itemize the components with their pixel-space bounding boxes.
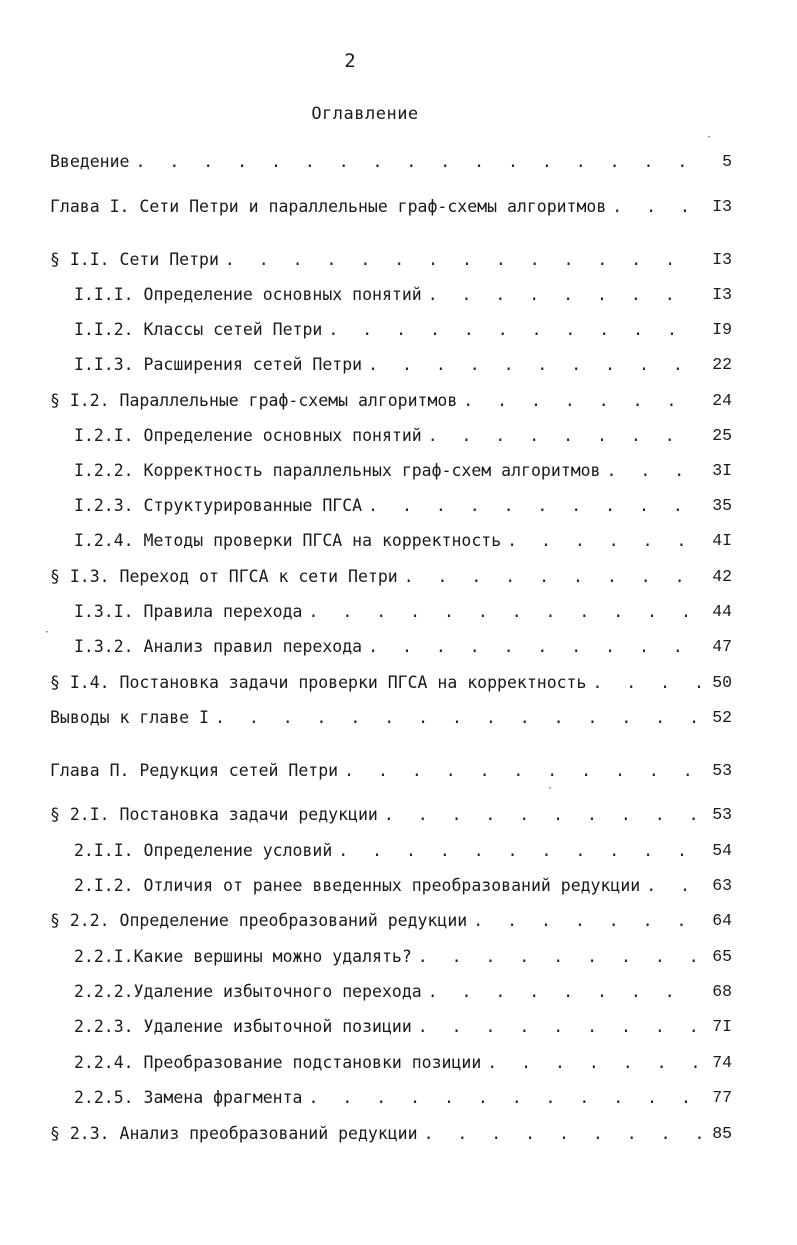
toc-leader-dots: [338, 840, 702, 862]
toc-entry-label: 2.2.4. Преобразование подстановки позиции: [74, 1053, 482, 1072]
toc-leader-dots: [607, 460, 703, 482]
toc-entry: [50, 668, 732, 694]
toc-entry-label: § 2.3. Анализ преобразований редукции: [50, 1124, 418, 1143]
toc-entry-page: I3: [712, 250, 732, 269]
toc-entry-page: 65: [712, 947, 732, 966]
toc-leader-dots: [308, 1087, 702, 1109]
toc-entry-page: 74: [712, 1053, 732, 1072]
toc-entry: [74, 1012, 732, 1038]
toc-leader-dots: [308, 601, 702, 623]
toc-entry: [74, 1048, 732, 1074]
toc-entry-page: 50: [712, 673, 732, 692]
toc-leader-dots: [424, 1123, 702, 1145]
toc-entry-label: I.I.I. Определение основных понятий: [74, 285, 422, 304]
toc-entry-label: § I.I. Сети Петри: [50, 250, 219, 269]
toc-leader-dots: [428, 284, 702, 306]
toc-leader-dots: [507, 530, 702, 552]
toc-leader-dots: [368, 636, 702, 658]
toc-entry-page: 7I: [712, 1017, 732, 1036]
toc-entry-label: I.2.I. Определение основных понятий: [74, 426, 422, 445]
toc-entry-page: 68: [712, 982, 732, 1001]
scan-speck: ·: [547, 783, 554, 794]
toc-entry-label: I.2.3. Структурированные ПГСА: [74, 496, 363, 515]
toc-entry: [50, 147, 732, 173]
toc-entry-page: 54: [712, 841, 732, 860]
toc-entry-page: 85: [712, 1124, 732, 1143]
scan-speck: ·: [706, 132, 713, 143]
toc-entry-label: § 2.I. Постановка задачи редукции: [50, 805, 378, 824]
toc-leader-dots: [646, 875, 702, 897]
toc-entry-label: I.3.I. Правила перехода: [74, 602, 303, 621]
toc-entry-label: 2.2.2.Удаление избыточного перехода: [74, 982, 422, 1001]
toc-entry-page: I9: [712, 320, 732, 339]
toc-entry: [50, 1119, 732, 1145]
toc-entry: [50, 703, 732, 729]
toc-entry: [74, 977, 732, 1003]
toc-leader-dots: [225, 249, 702, 271]
toc-entry: [50, 386, 732, 412]
toc-entry: [50, 562, 732, 588]
toc-entry: [74, 597, 732, 623]
toc-entry: [74, 280, 732, 306]
toc-leader-dots: [344, 760, 702, 782]
toc-leader-dots: [135, 151, 702, 173]
toc-entry-page: 53: [712, 805, 732, 824]
toc-entry: [50, 756, 732, 782]
toc-entry-page: 5: [722, 152, 732, 171]
toc-leader-dots: [487, 1052, 702, 1074]
toc-leader-dots: [473, 910, 702, 932]
toc-entry: [74, 942, 732, 968]
toc-leader-dots: [418, 946, 702, 968]
toc-entry-page: I3: [712, 285, 732, 304]
toc-entry: [74, 350, 732, 376]
toc-leader-dots: [368, 354, 702, 376]
toc-entry-label: § 2.2. Определение преобразований редукции: [50, 911, 468, 930]
toc-entry-label: I.I.2. Классы сетей Петри: [74, 320, 323, 339]
toc-entry-page: 22: [712, 355, 732, 374]
toc-entry-page: 24: [712, 391, 732, 410]
page-number: 2: [344, 50, 356, 72]
toc-entry-label: Выводы к главе I: [50, 708, 209, 727]
toc-leader-dots: [384, 804, 702, 826]
toc-entry-label: I.2.4. Методы проверки ПГСА на корректность: [74, 531, 502, 550]
toc-leader-dots: [428, 981, 702, 1003]
toc-entry-label: Глава П. Редукция сетей Петри: [50, 761, 339, 780]
toc-entry-label: 2.2.I.Какие вершины можно удалять?: [74, 947, 412, 966]
toc-entry-page: 77: [712, 1088, 732, 1107]
toc-leader-dots: [368, 495, 702, 517]
toc-entry-page: 47: [712, 637, 732, 656]
toc-entry-page: 64: [712, 911, 732, 930]
toc-leader-dots: [592, 672, 702, 694]
toc-entry-label: 2.I.2. Отличия от ранее введенных преобразований редукции: [74, 876, 641, 895]
toc-entry: [74, 871, 732, 897]
toc-entry-label: 2.2.3. Удаление избыточной позиции: [74, 1017, 412, 1036]
toc-leader-dots: [215, 707, 702, 729]
toc-leader-dots: [404, 566, 702, 588]
toc-entry-page: 35: [712, 496, 732, 515]
toc-title: Оглавление: [311, 104, 419, 124]
toc-entry-label: 2.I.I. Определение условий: [74, 841, 333, 860]
toc-leader-dots: [428, 425, 702, 447]
toc-entry: [74, 632, 732, 658]
toc-entry-label: I.3.2. Анализ правил перехода: [74, 637, 363, 656]
toc-entry: [50, 906, 732, 932]
toc-entry: [74, 421, 732, 447]
toc-leader-dots: [328, 319, 702, 341]
toc-entry: [74, 456, 732, 482]
toc-entry-label: Глава I. Сети Петри и параллельные граф-схемы алгоритмов: [50, 197, 607, 216]
toc-entry-page: 53: [712, 761, 732, 780]
toc-entry: [74, 836, 732, 862]
toc-entry-label: I.I.3. Расширения сетей Петри: [74, 355, 363, 374]
toc-entry-page: 44: [712, 602, 732, 621]
toc-leader-dots: [418, 1016, 702, 1038]
toc-entry-label: § I.4. Постановка задачи проверки ПГСА на корректность: [50, 673, 587, 692]
toc-entry-label: § I.2. Параллельные граф-схемы алгоритмов: [50, 391, 458, 410]
toc-entry-page: 3I: [712, 461, 732, 480]
toc-entry: [74, 1083, 732, 1109]
toc-entry-page: 25: [712, 426, 732, 445]
toc-entry: [74, 526, 732, 552]
scan-speck: ·: [44, 627, 51, 638]
toc-entry-page: 4I: [712, 531, 732, 550]
toc-entry: [50, 800, 732, 826]
toc-entry-label: 2.2.5. Замена фрагмента: [74, 1088, 303, 1107]
toc-entry-page: 63: [712, 876, 732, 895]
toc-entry: [74, 491, 732, 517]
toc-entry-page: I3: [712, 197, 732, 216]
toc-leader-dots: [612, 196, 702, 218]
toc-entry-label: Введение: [50, 152, 130, 171]
toc-entry-page: 42: [712, 567, 732, 586]
toc-entry: [50, 192, 732, 218]
toc-entry-label: § I.3. Переход от ПГСА к сети Петри: [50, 567, 398, 586]
toc-leader-dots: [463, 390, 702, 412]
toc-entry: [74, 315, 732, 341]
toc-entry-label: I.2.2. Корректность параллельных граф-схем алгоритмов: [74, 461, 601, 480]
toc-entry-page: 52: [712, 708, 732, 727]
toc-entry: [50, 245, 732, 271]
